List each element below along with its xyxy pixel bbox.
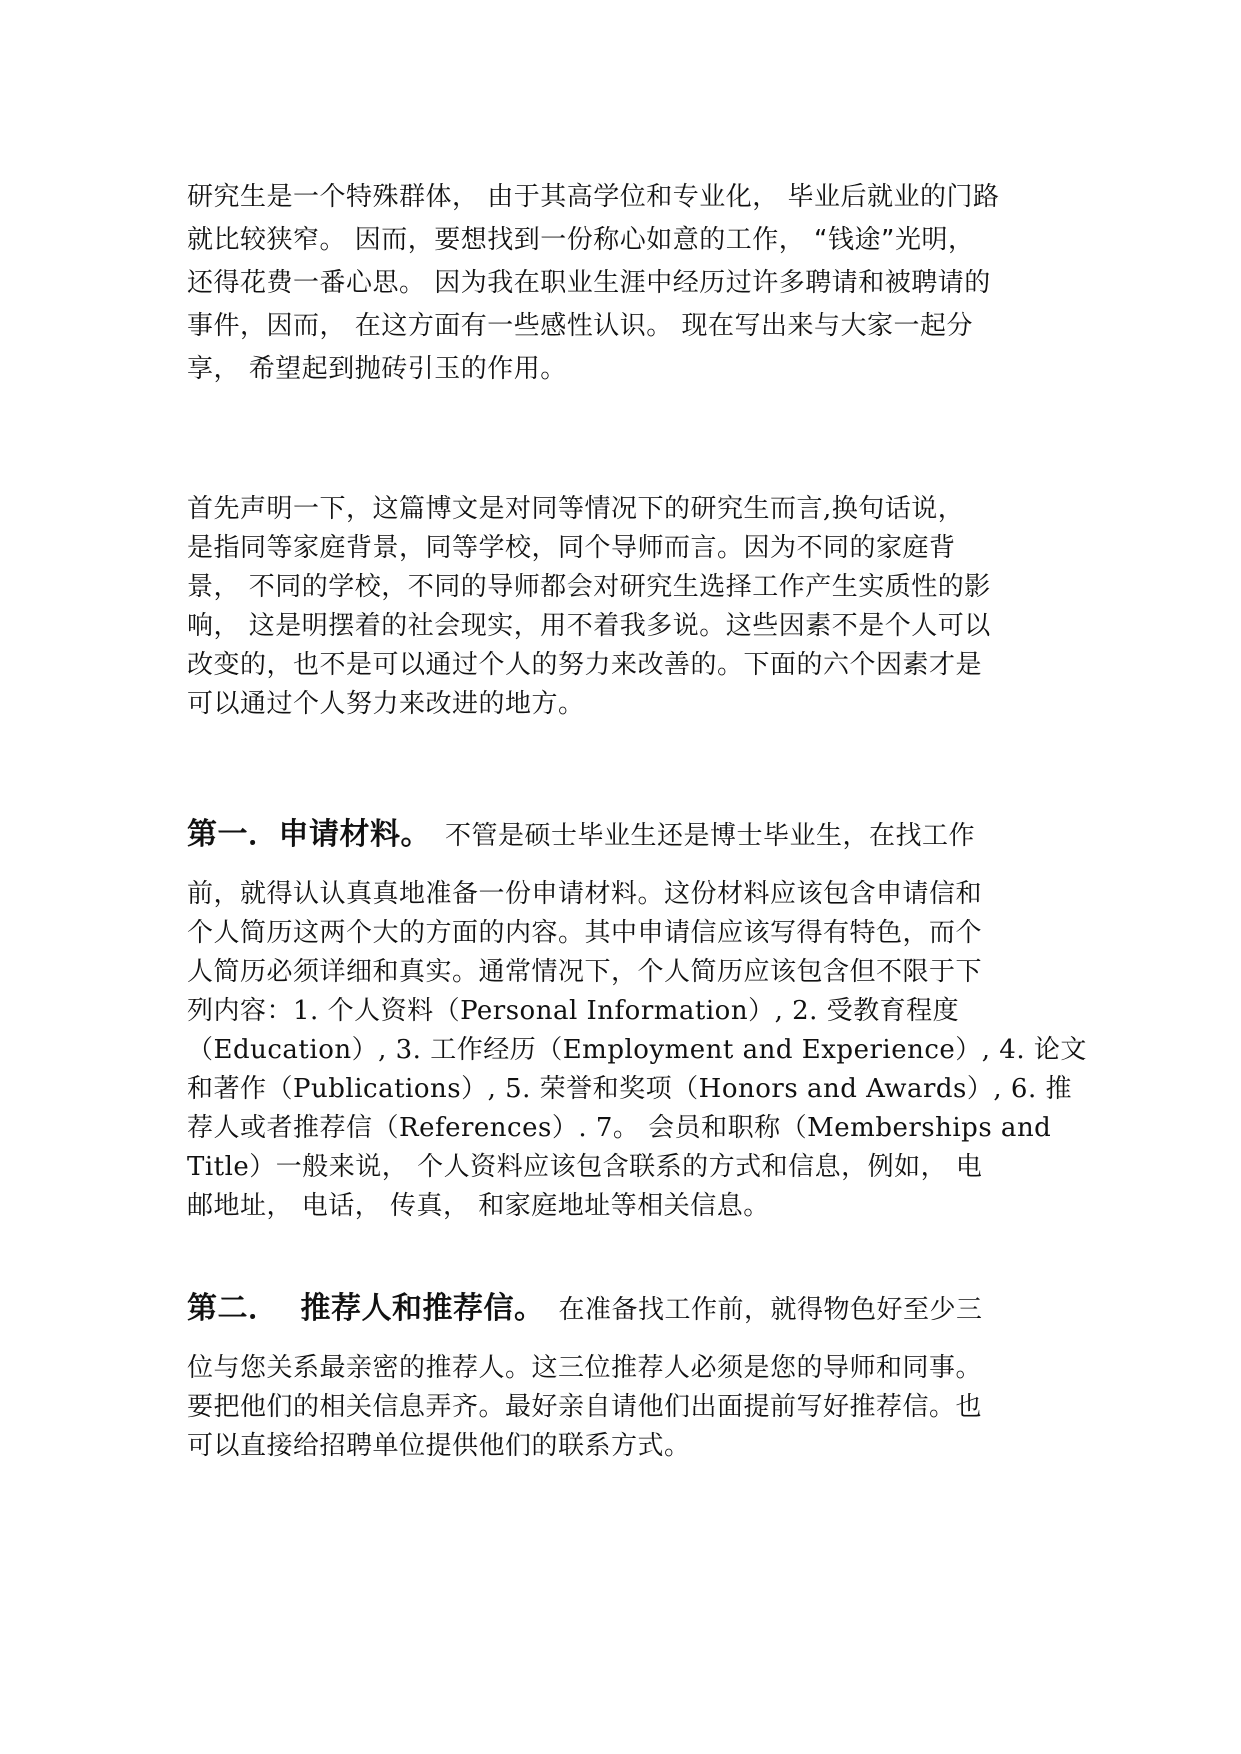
section-2-lead-line (187, 1286, 1067, 1333)
section-2-line: 可以直接给招聘单位提供他们的联系方式。 (187, 1431, 691, 1461)
intro-paragraph (187, 176, 1067, 391)
section-1-lead: 不管是硕士毕业生还是博士毕业生，在找工作 (445, 821, 976, 851)
intro-line: 享， 希望起到抛砖引玉的作用。 (187, 354, 567, 384)
section-2-line: 位与您关系最亲密的推荐人。这三位推荐人必须是您的导师和同事。 (187, 1353, 983, 1383)
section-1-line: Title）一般来说， 个人资料应该包含联系的方式和信息，例如， 电 (187, 1152, 983, 1182)
disclaimer-line: 改变的，也不是可以通过个人的努力来改善的。下面的六个因素才是 (187, 650, 983, 680)
section-2-heading-number: 第二． (187, 1291, 279, 1326)
section-1-lead-line (187, 812, 1067, 859)
section-1-heading: 第一．申请材料。 (187, 817, 431, 852)
section-1-line: （Education）, 3. 工作经历（Employment and Experience）, 4. 论文 (187, 1035, 1087, 1065)
section-1-line: 和著作（Publications）, 5. 荣誉和奖项（Honors and Awards）, 6. 推 (187, 1074, 1072, 1104)
section-2 (187, 1286, 1067, 1466)
section-2-line: 要把他们的相关信息弄齐。最好亲自请他们出面提前写好推荐信。也 (187, 1392, 983, 1422)
section-1-line: 列内容：1. 个人资料（Personal Information）, 2. 受教育程度 (187, 996, 960, 1026)
intro-line: 事件，因而， 在这方面有一些感性认识。 现在写出来与大家一起分 (187, 311, 974, 341)
intro-line: 研究生是一个特殊群体， 由于其高学位和专业化， 毕业后就业的门路 (187, 182, 1000, 212)
disclaimer-line: 是指同等家庭背景，同等学校，同个导师而言。因为不同的家庭背 (187, 533, 956, 563)
section-2-heading-title: 推荐人和推荐信。 (300, 1291, 545, 1326)
intro-line: 就比较狭窄。 因而，要想找到一份称心如意的工作， “钱途”光明， (187, 225, 975, 255)
section-1-line: 人简历必须详细和真实。通常情况下，个人简历应该包含但不限于下 (187, 957, 983, 987)
disclaimer-line: 可以通过个人努力来改进的地方。 (187, 689, 585, 719)
disclaimer-line: 首先声明一下，这篇博文是对同等情况下的研究生而言,换句话说， (187, 494, 965, 524)
disclaimer-paragraph (187, 490, 1067, 724)
section-1-line: 邮地址， 电话， 传真， 和家庭地址等相关信息。 (187, 1191, 770, 1221)
section-1-line: 前，就得认认真真地准备一份申请材料。这份材料应该包含申请信和 (187, 879, 983, 909)
section-1 (187, 812, 1087, 1226)
section-2-lead: 在准备找工作前，就得物色好至少三 (558, 1295, 983, 1325)
section-1-line: 荐人或者推荐信（References）. 7。 会员和职称（Memberships and (187, 1113, 1052, 1143)
disclaimer-line: 景， 不同的学校，不同的导师都会对研究生选择工作产生实质性的影 (187, 572, 991, 602)
disclaimer-line: 响， 这是明摆着的社会现实，用不着我多说。这些因素不是个人可以 (187, 611, 991, 641)
section-1-line: 个人简历这两个大的方面的内容。其中申请信应该写得有特色，而个 (187, 918, 983, 948)
intro-line: 还得花费一番心思。 因为我在职业生涯中经历过许多聘请和被聘请的 (187, 268, 991, 298)
